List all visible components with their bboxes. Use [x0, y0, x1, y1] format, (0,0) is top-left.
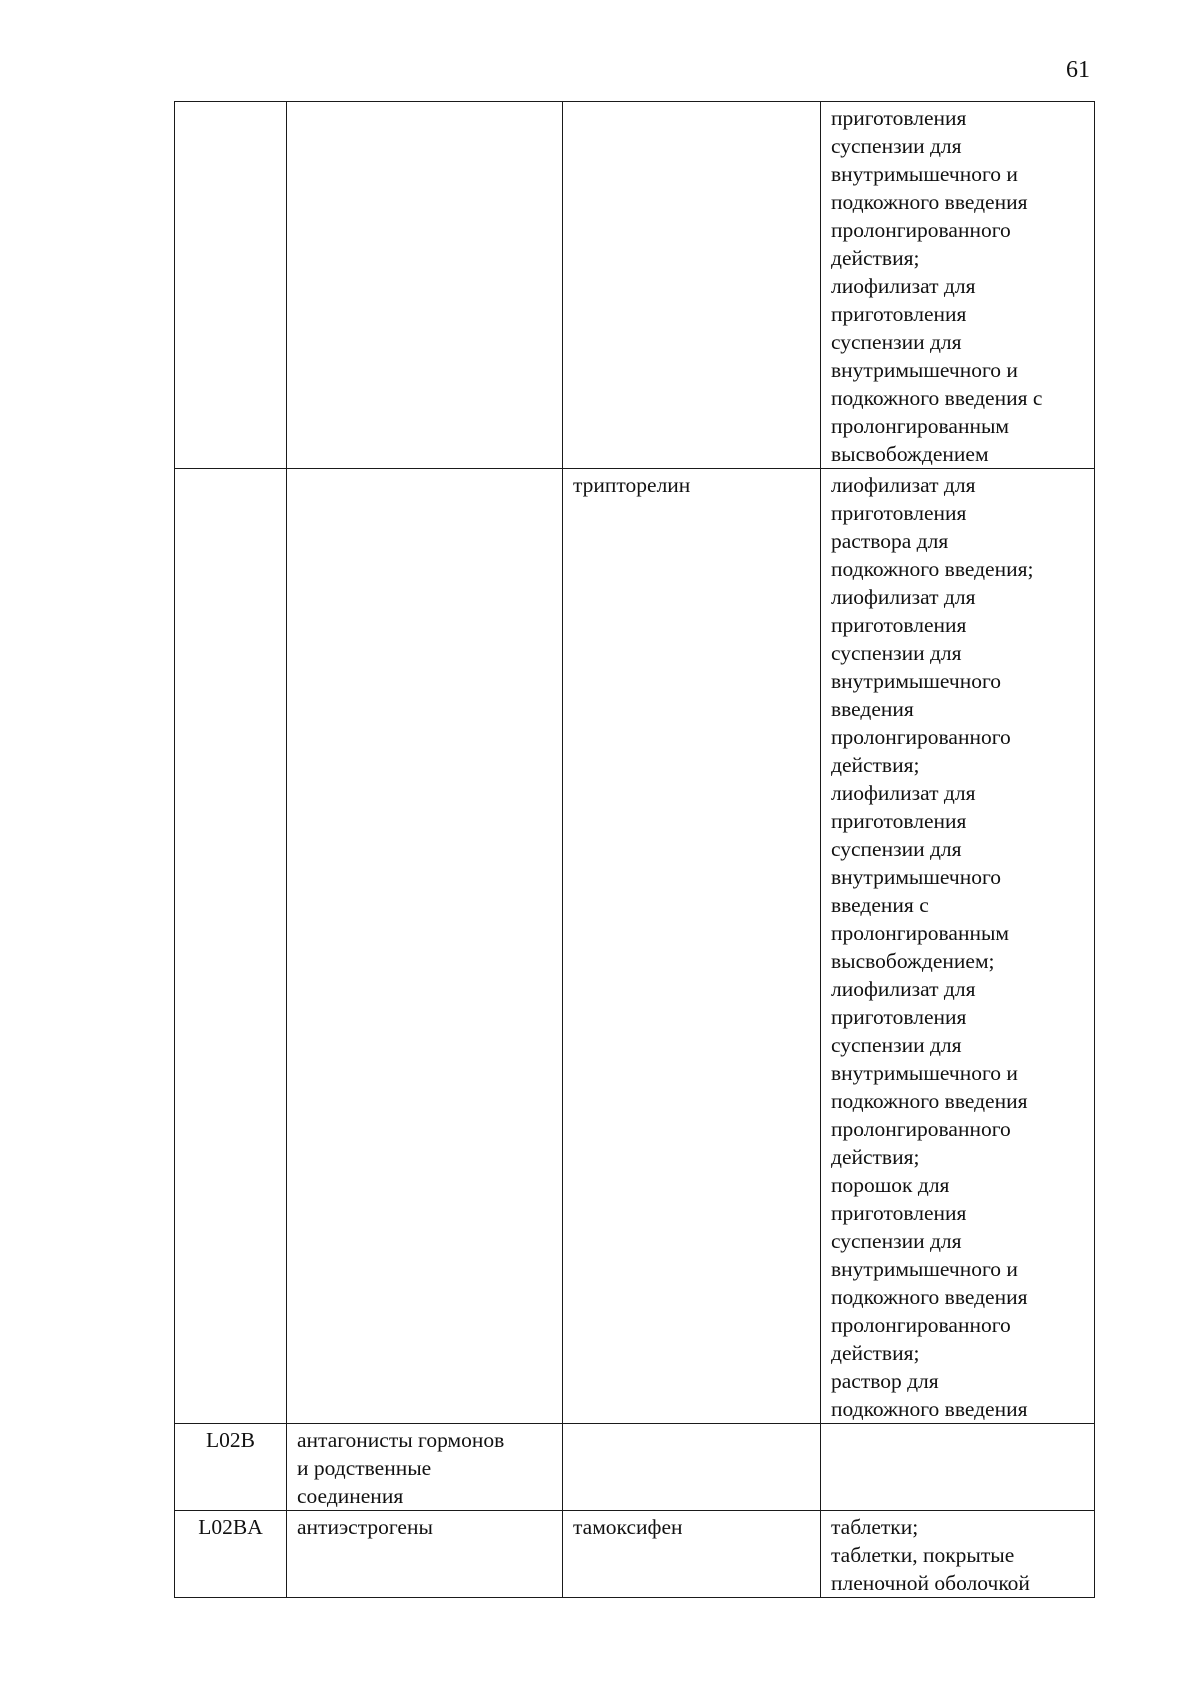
- dosage-form-line: введения: [831, 697, 914, 721]
- dosage-form-line: пленочной оболочкой: [831, 1571, 1030, 1595]
- dosage-form-cell: [821, 469, 1095, 1424]
- dosage-form-line: пролонгированного: [831, 1313, 1011, 1337]
- table-row: [175, 469, 1095, 1424]
- atc-code-cell: [175, 1511, 287, 1598]
- dosage-form-line: лиофилизат для: [831, 977, 976, 1001]
- dosage-form-line: действия;: [831, 1341, 920, 1365]
- dosage-form-line: порошок для: [831, 1173, 950, 1197]
- dosage-form-line: суспензии для: [831, 1033, 962, 1057]
- drug-name-cell: [563, 102, 821, 469]
- dosage-form-line: подкожного введения: [831, 1285, 1028, 1309]
- dosage-form-line: подкожного введения: [831, 1397, 1028, 1421]
- atc-code-cell: [175, 102, 287, 469]
- dosage-form-line: таблетки;: [831, 1515, 919, 1539]
- dosage-form-line: приготовления: [831, 1201, 967, 1225]
- atc-code-cell: [175, 469, 287, 1424]
- dosage-form-line: внутримышечного и: [831, 1257, 1018, 1281]
- dosage-form-line: приготовления: [831, 809, 967, 833]
- dosage-form-line: лиофилизат для: [831, 274, 976, 298]
- dosage-form-line: пролонгированного: [831, 218, 1011, 242]
- group-line: антагонисты гормонов: [297, 1428, 505, 1452]
- dosage-form-line: введения с: [831, 893, 929, 917]
- dosage-form-line: лиофилизат для: [831, 585, 976, 609]
- page-number: 61: [1066, 57, 1090, 83]
- dosage-form-line: пролонгированного: [831, 1117, 1011, 1141]
- dosage-form-line: высвобождением;: [831, 949, 995, 973]
- dosage-form-line: приготовления: [831, 501, 967, 525]
- group-cell: [287, 1511, 563, 1598]
- dosage-form-line: лиофилизат для: [831, 781, 976, 805]
- dosage-form-line: высвобождением: [831, 442, 989, 466]
- dosage-form-line: подкожного введения с: [831, 386, 1043, 410]
- atc-code: L02B: [206, 1428, 255, 1452]
- group-line: соединения: [297, 1484, 404, 1508]
- table-row: [175, 1511, 1095, 1598]
- dosage-form-line: внутримышечного: [831, 669, 1002, 693]
- dosage-form-cell: [821, 1424, 1095, 1511]
- dosage-form-line: приготовления: [831, 106, 967, 130]
- drug-name-cell: [563, 1511, 821, 1598]
- dosage-form-line: раствора для: [831, 529, 949, 553]
- dosage-form-line: лиофилизат для: [831, 473, 976, 497]
- drug-name-cell: [563, 469, 821, 1424]
- dosage-form-line: пролонгированным: [831, 921, 1010, 945]
- group-cell: [287, 469, 563, 1424]
- dosage-form-line: суспензии для: [831, 1229, 962, 1253]
- dosage-form-line: внутримышечного и: [831, 1061, 1018, 1085]
- atc-code: L02BA: [198, 1515, 263, 1539]
- drug-name: тамоксифен: [573, 1515, 683, 1539]
- dosage-form-line: пролонгированного: [831, 725, 1011, 749]
- dosage-form-line: подкожного введения;: [831, 557, 1034, 581]
- dosage-form-line: подкожного введения: [831, 1089, 1028, 1113]
- dosage-form-line: суспензии для: [831, 837, 962, 861]
- dosage-form-line: таблетки, покрытые: [831, 1543, 1015, 1567]
- dosage-form-line: приготовления: [831, 613, 967, 637]
- dosage-form-line: суспензии для: [831, 330, 962, 354]
- group-cell: [287, 1424, 563, 1511]
- drug-name: трипторелин: [573, 473, 691, 497]
- group-line: и родственные: [297, 1456, 432, 1480]
- group-line: антиэстрогены: [297, 1515, 433, 1539]
- atc-code-cell: [175, 1424, 287, 1511]
- dosage-form-cell: [821, 1511, 1095, 1598]
- dosage-form-line: внутримышечного: [831, 865, 1002, 889]
- drug-table: [174, 101, 1095, 1598]
- dosage-form-line: суспензии для: [831, 641, 962, 665]
- table-row: [175, 102, 1095, 469]
- dosage-form-line: приготовления: [831, 1005, 967, 1029]
- dosage-form-line: приготовления: [831, 302, 967, 326]
- dosage-form-line: подкожного введения: [831, 190, 1028, 214]
- dosage-form-line: внутримышечного и: [831, 358, 1018, 382]
- group-cell: [287, 102, 563, 469]
- dosage-form-line: действия;: [831, 246, 920, 270]
- dosage-form-line: пролонгированным: [831, 414, 1010, 438]
- dosage-form-line: действия;: [831, 753, 920, 777]
- dosage-form-line: внутримышечного и: [831, 162, 1018, 186]
- table-row: [175, 1424, 1095, 1511]
- dosage-form-cell: [821, 102, 1095, 469]
- drug-name-cell: [563, 1424, 821, 1511]
- dosage-form-line: суспензии для: [831, 134, 962, 158]
- dosage-form-line: раствор для: [831, 1369, 939, 1393]
- dosage-form-line: действия;: [831, 1145, 920, 1169]
